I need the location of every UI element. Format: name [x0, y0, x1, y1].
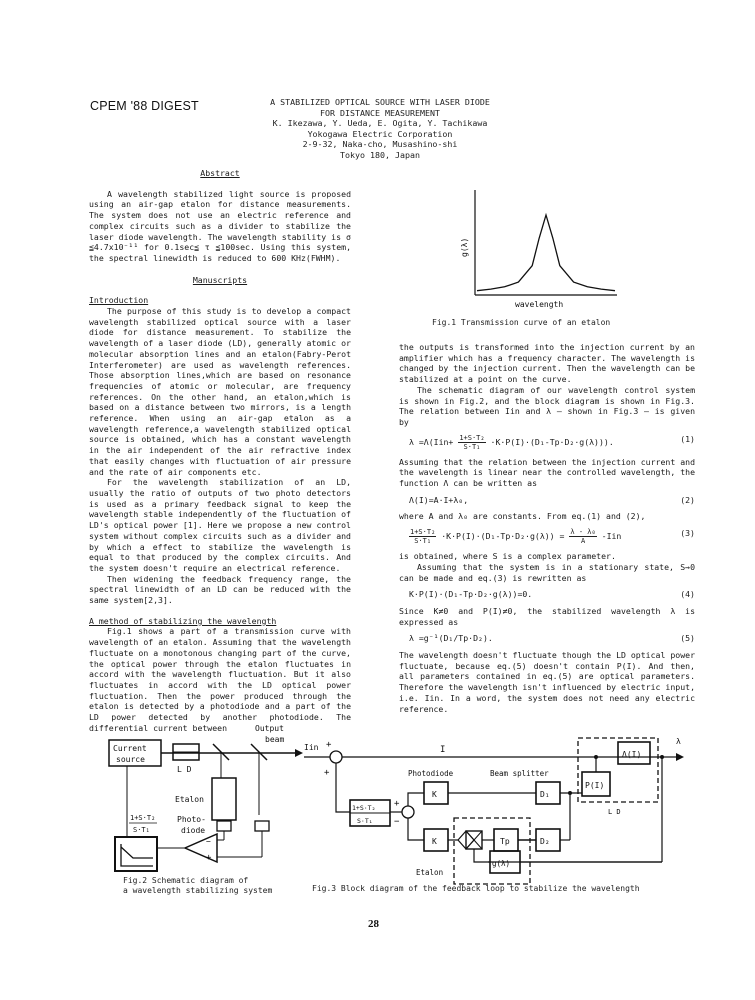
svg-text:I: I: [440, 745, 446, 755]
svg-text:λ: λ: [676, 737, 681, 746]
intro-paragraph-2: For the wavelength stabilization of an LD, usually the ratio of outputs of two photo detectors is used as a primary feedback signal to keep the wavelength stable independently of the fluctuation of LD's optical power [1]. Here we propose a new control system without complex circuits such as a divider and by which a effect to stabilize the wavelength is equal to that produced by the complex circuits. And the system doesn't require an electrical reference.: [89, 477, 351, 573]
x-axis-label: wavelength: [515, 300, 564, 309]
svg-text:Beam splitter: Beam splitter: [490, 769, 549, 778]
equation-number: (4): [680, 589, 695, 600]
fig3-block-diagram: [300, 730, 720, 890]
manuscript-heading: Manuscripts: [192, 274, 248, 285]
svg-text:Etalon: Etalon: [175, 795, 204, 804]
intro-paragraph-3: Then widening the feedback frequency range, the spectral linewidth of an LD can be reduced with the same system[2,3].: [89, 573, 351, 606]
schematic-diagram: [105, 722, 305, 887]
svg-text:K: K: [432, 837, 437, 846]
svg-text:−: −: [206, 837, 211, 846]
abstract-text: A wavelength stabilized light source is proposed using an air-gap etalon for distance measurements. The system does not use an electric reference and complex circuits such as a divider to stabilize the laser diode wavelength. The wavelength stability is σ ≦4.7x10⁻¹¹ for 0.1sec≦ τ ≦100sec. Using this system, the spectral linewidth is reduced to 600 KHz(FWHM).: [89, 188, 351, 263]
paper-title-line1: A STABILIZED OPTICAL SOURCE WITH LASER DIODE: [270, 97, 490, 107]
page-number: 28: [368, 918, 379, 930]
fig1-caption: Fig.1 Transmission curve of an etalon: [432, 318, 611, 327]
fig3-caption: Fig.3 Block diagram of the feedback loop to stabilize the wavelength: [312, 884, 640, 893]
equation-number: (1): [680, 433, 695, 444]
method-paragraph-1: Fig.1 shows a part of a transmission curve with wavelength of an etalon. Assuming that the wavelength fluctuate on a monotonous changing part of the curve, the optical power through the etalon fluctuates in accord with the wavelength fluctuation. But it also fluctuates in accord with the LD optical power fluctuation. Then the power produced through the etalon is detected by a photodiode and a part of the LD power detected by another photodiode. The differential current between: [89, 626, 351, 733]
svg-text:Iin: Iin: [304, 743, 319, 752]
right-paragraph-4: where A and λ₀ are constants. From eq.(1) and (2),: [399, 511, 646, 522]
feedback-block-diagram: [300, 730, 720, 890]
equation-3: $\frac{\text{1+S·T₂}}{\text{S·T₁}}$ ·K·P(I)·(D₁-Tp·D₂·g(λ)) = $\frac{\text{λ - λ₀}}{A}$ -Iin (3): [410, 528, 695, 546]
equation-2: Λ(I)=A·I+λ₀, (2): [409, 494, 695, 505]
svg-text:diode: diode: [181, 826, 206, 835]
fig1-chart: [455, 185, 655, 330]
lambda-output-arrow-icon: [676, 753, 684, 761]
svg-text:L D: L D: [608, 808, 621, 816]
svg-text:Output: Output: [255, 724, 284, 733]
introduction-heading: Introduction: [89, 295, 149, 306]
address-line2: Tokyo 180, Japan: [340, 149, 420, 160]
left-column: [89, 168, 351, 733]
svg-text:+: +: [324, 768, 330, 778]
svg-text:1+S·T₂: 1+S·T₂: [130, 814, 156, 822]
summing-junction-2: [402, 806, 414, 818]
svg-text:L D: L D: [177, 765, 192, 774]
right-paragraph-1: the outputs is transformed into the injection current by an amplifier which has a frequency character. The wavelength is changed by the injection current. Then the wavelength can be stabilized at a point on the curve.: [399, 342, 695, 385]
right-paragraph-6: Assuming that the system is in a stationary state, S→0 can be made and eq.(3) is rewritten as: [399, 561, 695, 583]
svg-text:Tp: Tp: [500, 837, 510, 846]
svg-text:1+S·T₂: 1+S·T₂: [352, 804, 376, 812]
transmission-curve-plot: [455, 185, 655, 330]
svg-text:S·T₁: S·T₁: [133, 826, 150, 834]
svg-text:+: +: [326, 740, 332, 750]
right-paragraph-5: is obtained, where S is a complex parameter.: [399, 551, 616, 562]
svg-text:Photodiode: Photodiode: [408, 769, 454, 778]
right-paragraph-7: Since K≠0 and P(I)≠0, the stabilized wavelength λ is expressed as: [399, 605, 695, 627]
address-line1: 2-9-32, Naka-cho, Musashino-shi: [302, 139, 458, 150]
right-column: [399, 342, 695, 714]
svg-text:Etalon: Etalon: [416, 868, 444, 877]
authors: K. Ikezawa, Y. Ueda, E. Ogita, Y. Tachikawa: [272, 118, 488, 129]
equation-number: (5): [680, 633, 695, 644]
photodiode-2: [255, 821, 269, 831]
fig2-schematic: [105, 722, 305, 887]
svg-text:−: −: [394, 817, 400, 827]
svg-text:D₂: D₂: [540, 837, 550, 846]
svg-text:S·T₁: S·T₁: [357, 817, 373, 825]
right-paragraph-2: The schematic diagram of our wavelength control system is shown in Fig.2, and the block diagram is shown in Fig.3. The relation between Iin and λ — shown in Fig.3 — is given by: [399, 384, 695, 427]
equation-number: (3): [680, 528, 695, 539]
svg-text:P(I): P(I): [585, 781, 605, 790]
equation-number: (2): [680, 494, 695, 505]
svg-text:Λ(I): Λ(I): [622, 750, 642, 759]
photodiode-1: [217, 821, 231, 831]
equation-5: λ =g⁻¹(D₁/Tp·D₂). (5): [409, 633, 695, 644]
fig2-caption: Fig.2 Schematic diagram of a wavelength stabilizing system: [123, 876, 273, 895]
affiliation: Yokogawa Electric Corporation: [307, 128, 453, 139]
svg-text:+: +: [206, 853, 212, 863]
svg-text:Current: Current: [113, 744, 147, 753]
etalon-block: [212, 778, 236, 820]
y-axis-label: g(λ): [460, 237, 469, 257]
svg-text:source: source: [116, 755, 145, 764]
svg-text:K: K: [432, 790, 437, 799]
svg-text:+: +: [394, 799, 400, 809]
title-block: [230, 97, 530, 161]
svg-text:Photo-: Photo-: [177, 815, 206, 824]
svg-text:g(λ): g(λ): [492, 859, 511, 868]
intro-paragraph-1: The purpose of this study is to develop a compact wavelength stabilized optical source with a laser diode for distance measurement. To stabilize the wavelength of a laser diode (LD), generally atomic or molecular absorption lines and an etalon(Fabry-Perot Interferometer) are used as wavelength references. Those absorption lines,which are based on resonance frequencies of atomic or molecular, are frequency references. On the other hand, an etalon,which is based on a distance between two mirrors, is a length reference. When using an air-gap etalon as a wavelength reference,a wavelength stabilized optical source is obtained, which has a constant wavelength in the air independent of the air refractive index that easily changes with fluctuation of air pressure and the rate of air components etc.: [89, 306, 351, 477]
method-heading: A method of stabilizing the wavelength: [89, 615, 277, 626]
svg-text:D₁: D₁: [540, 790, 550, 799]
equation-4: K·P(I)·(D₁-Tp·D₂·g(λ))=0. (4): [409, 589, 695, 600]
conference-header: CPEM '88 DIGEST: [90, 99, 199, 113]
right-paragraph-8: The wavelength doesn't fluctuate though the LD optical power fluctuate, because eq.(5) doesn't contain P(I). And then, all parameters contained in eq.(5) are optical parameters. Therefore the wavelength isn't influenced by electric input, i.e. Iin. In a word, the system does not need any electric reference.: [399, 650, 695, 714]
paper-title-line2: FOR DISTANCE MEASUREMENT: [320, 107, 440, 118]
abstract-heading: Abstract: [200, 168, 240, 178]
equation-1: λ =Λ(Iin+ $\frac{\text{1+S·T₂}}{\text{S·T₁}}$ ·K·P(I)·(D₁-Tp·D₂·g(λ))). (1): [409, 433, 695, 451]
svg-text:beam: beam: [265, 735, 285, 744]
right-paragraph-3: Assuming that the relation between the injection current and the wavelength is linear near the controlled wavelength, the function Λ can be written as: [399, 456, 695, 489]
summing-junction-1: [330, 751, 342, 763]
differential-amplifier: [185, 834, 217, 862]
